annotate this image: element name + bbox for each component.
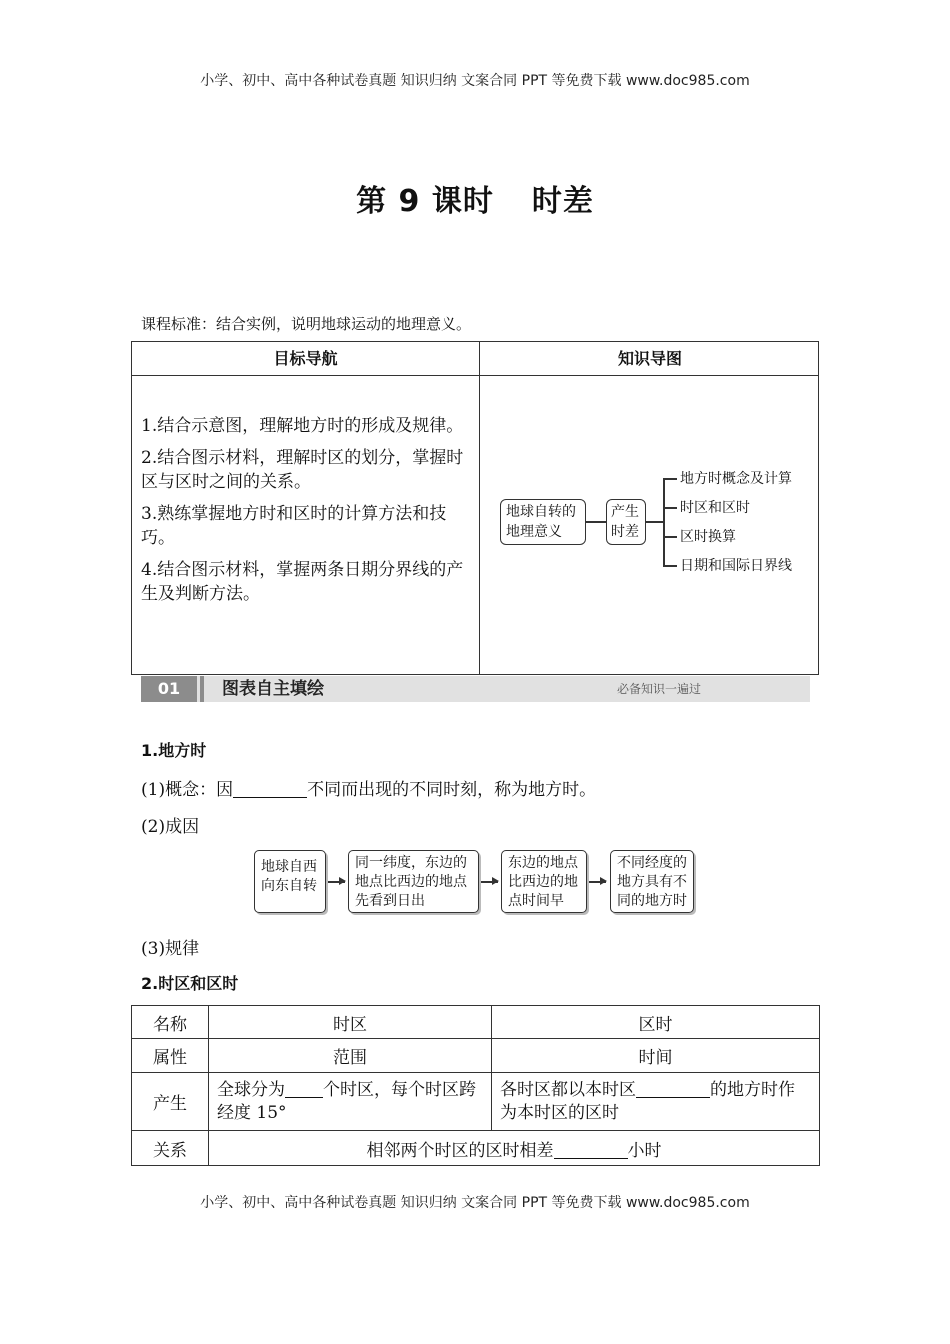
table-cell: 时区 bbox=[209, 1006, 492, 1039]
table-row bbox=[132, 1073, 820, 1131]
flow-box: 地球自西 向东自转 bbox=[254, 850, 326, 913]
flow-arrow bbox=[589, 881, 606, 883]
table-cell: 范围 bbox=[209, 1039, 492, 1073]
table-cell: 各时区都以本时区 的地方时作为本时区的区时 bbox=[492, 1073, 820, 1131]
fill-blank[interactable] bbox=[285, 1080, 323, 1098]
section-subtitle: 必备知识一遍过 bbox=[617, 682, 702, 696]
goal-item: 4.结合图示材料，掌握两条日期分界线的产生及判断方法。 bbox=[141, 560, 464, 604]
rule-label: (3)规律 bbox=[141, 939, 200, 959]
page-title bbox=[0, 176, 950, 220]
table-cell: 时间 bbox=[492, 1039, 820, 1073]
section-number: 01 bbox=[141, 676, 197, 702]
page-footer: 小学、初中、高中各种试卷真题 知识归纳 文案合同 PPT 等免费下载 www.doc985.com bbox=[200, 1195, 750, 1211]
table-row bbox=[132, 1006, 820, 1039]
page-header: 小学、初中、高中各种试卷真题 知识归纳 文案合同 PPT 等免费下载 www.doc985.com bbox=[200, 73, 750, 89]
flow-box: 东边的地点 比西边的地 点时间早 bbox=[501, 850, 587, 913]
cause-label: (2)成因 bbox=[141, 817, 200, 837]
goals-list bbox=[141, 414, 473, 614]
table-cell: 相邻两个时区的区时相差 小时 bbox=[209, 1131, 820, 1166]
lesson-topic: 时差 bbox=[531, 184, 594, 219]
section-name: 图表自主填绘 bbox=[222, 679, 324, 699]
table-cell: 属性 bbox=[132, 1039, 209, 1073]
goals-header: 目标导航 bbox=[273, 349, 338, 368]
table-cell: 区时 bbox=[492, 1006, 820, 1039]
table-row bbox=[132, 1131, 820, 1166]
goal-item: 1.结合示意图，理解地方时的形成及规律。 bbox=[141, 416, 464, 436]
fill-blank[interactable] bbox=[233, 780, 307, 798]
mindmap-leaf: 日期和国际日界线 bbox=[680, 558, 792, 574]
knowledge-mindmap bbox=[500, 462, 820, 582]
section-heading-time-zone: 2.时区和区时 bbox=[141, 974, 239, 993]
concept-line: (1)概念：因 不同而出现的不同时刻，称为地方时。 bbox=[141, 780, 597, 800]
flow-box: 同一纬度，东边的 地点比西边的地点 先看到日出 bbox=[348, 850, 479, 913]
mindmap-root: 地球自转的 地理意义 bbox=[500, 499, 586, 545]
fill-blank[interactable] bbox=[554, 1141, 628, 1159]
flow-arrow bbox=[328, 881, 345, 883]
section-heading-local-time: 1.地方时 bbox=[141, 741, 207, 760]
lesson-number: 第 9 课时 bbox=[356, 184, 494, 219]
mindmap-middle: 产生 时差 bbox=[606, 499, 646, 545]
table-cell: 关系 bbox=[132, 1131, 209, 1166]
mindmap-leaf: 地方时概念及计算 bbox=[680, 471, 792, 487]
goals-table bbox=[131, 341, 819, 675]
mindmap-leaf: 区时换算 bbox=[680, 529, 736, 545]
table-cell: 全球分为 个时区，每个时区跨经度 15° bbox=[209, 1073, 492, 1131]
flow-arrow bbox=[481, 881, 498, 883]
section-bar bbox=[141, 676, 810, 702]
flow-box: 不同经度的 地方具有不 同的地方时 bbox=[610, 850, 694, 913]
mindmap-leaf: 时区和区时 bbox=[680, 500, 750, 516]
curriculum-standard: 课程标准：结合实例，说明地球运动的地理意义。 bbox=[141, 315, 472, 333]
table-cell: 产生 bbox=[132, 1073, 209, 1131]
mindmap-header: 知识导图 bbox=[617, 349, 682, 368]
goal-item: 3.熟练掌握地方时和区时的计算方法和技巧。 bbox=[141, 504, 447, 548]
table-cell: 名称 bbox=[132, 1006, 209, 1039]
goal-item: 2.结合图示材料，理解时区的划分，掌握时区与区时之间的关系。 bbox=[141, 448, 464, 492]
fill-blank[interactable] bbox=[636, 1080, 710, 1098]
time-zone-table bbox=[131, 1005, 820, 1166]
table-row bbox=[132, 1039, 820, 1073]
